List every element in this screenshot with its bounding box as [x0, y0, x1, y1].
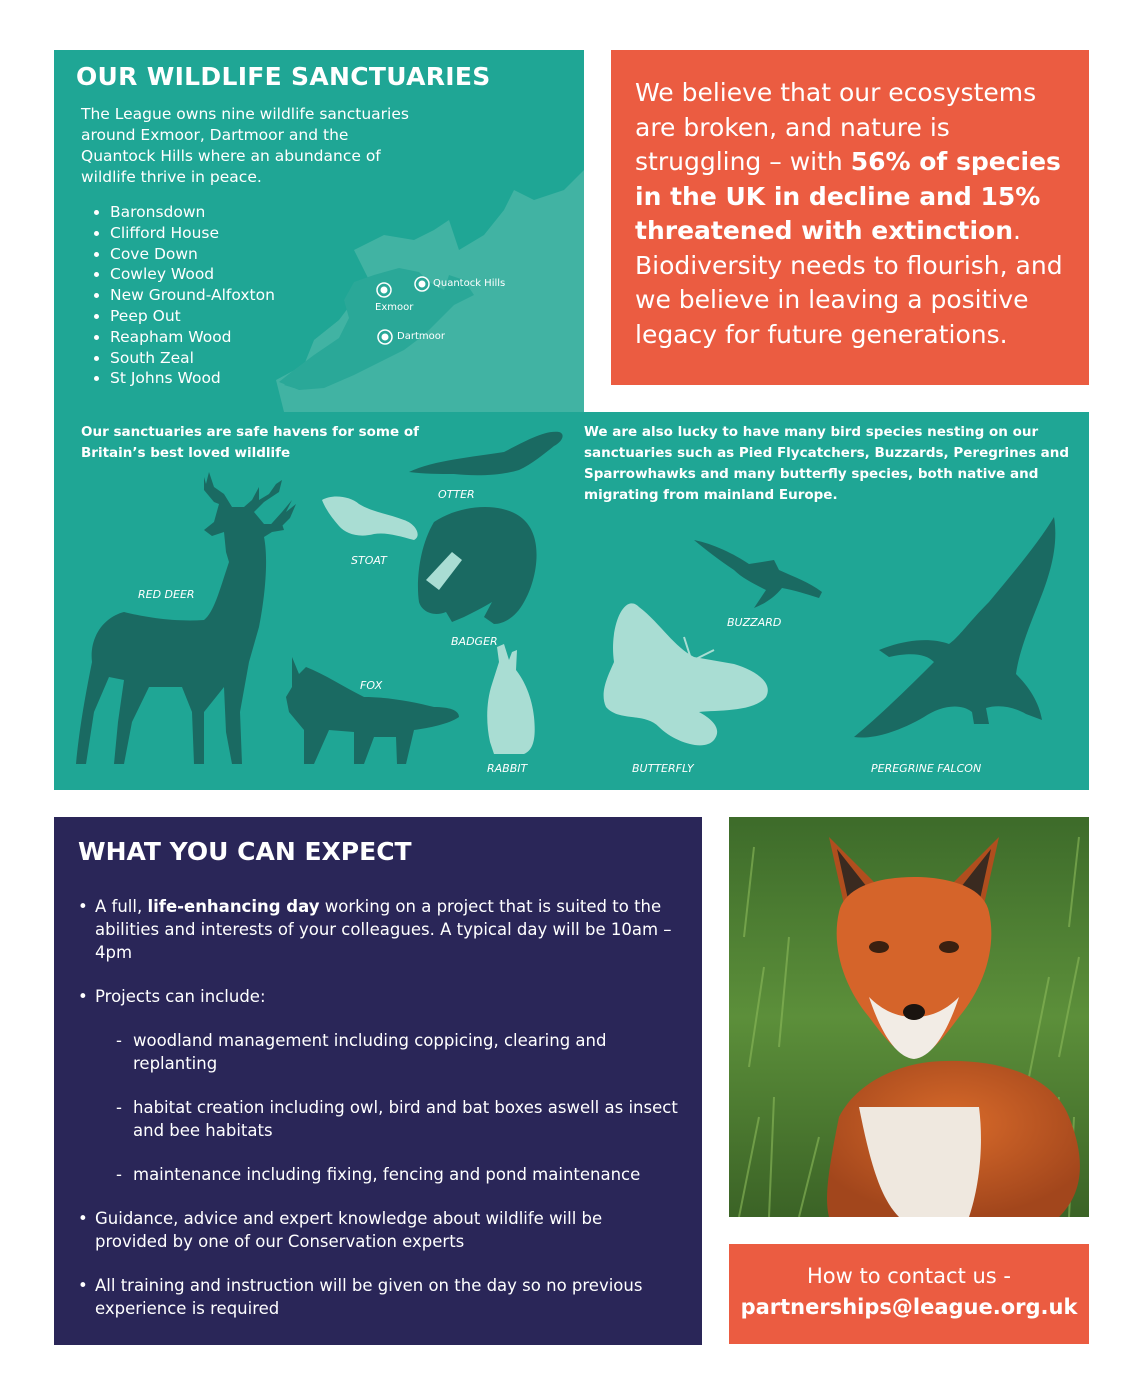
list-item: • Cove Down [110, 244, 275, 265]
sub-list-item: - woodland management including coppicing, clearing and replanting [78, 1029, 678, 1075]
animal-label-badger: BADGER [451, 635, 498, 648]
map-label-dartmoor: Dartmoor [397, 331, 445, 342]
item-text: A full, [95, 897, 148, 916]
otter-icon [409, 432, 563, 475]
belief-panel [611, 50, 1089, 385]
fox-icon [286, 657, 459, 764]
list-item: • Cowley Wood [110, 264, 275, 285]
belief-text: . Biodiversity needs to flourish, and we believe in leaving a positive legacy for future generations. [635, 216, 1063, 349]
animal-label-otter: OTTER [438, 488, 475, 501]
list-item: • Guidance, advice and expert knowledge about wildlife will be provided by one of our Conservation experts [78, 1207, 678, 1253]
peregrine-falcon-icon [854, 517, 1055, 738]
list-item: • St Johns Wood [110, 368, 275, 389]
animal-label-peregrine: PEREGRINE FALCON [871, 762, 982, 775]
expect-title: WHAT YOU CAN EXPECT [78, 837, 412, 866]
sub-list-item: - maintenance including fixing, fencing and pond maintenance [78, 1163, 678, 1186]
red-deer-icon [76, 472, 284, 764]
list-item [78, 895, 678, 964]
stoat-icon [322, 497, 418, 540]
belief-text: We believe that our ecosystems are broken, and nature is struggling – with [635, 78, 1037, 176]
list-item: • All training and instruction will be given on the day so no previous experience is required [78, 1274, 678, 1320]
badger-icon [418, 507, 537, 624]
wildlife-panel [54, 412, 1089, 790]
wildlife-caption-right: We are also lucky to have many bird species nesting on our sanctuaries such as Pied Flycatchers, Buzzards, Peregrines and Sparrowhawks and many butterfly species, both native and migrating from mainland Europe. [584, 424, 1070, 503]
page-title: OUR WILDLIFE SANCTUARIES [76, 62, 491, 91]
item-highlight: life-enhancing day [147, 897, 320, 916]
sub-list-item: - habitat creation including owl, bird and bat boxes aswell as insect and bee habitats [78, 1096, 678, 1142]
contact-panel [729, 1244, 1089, 1344]
animal-label-red-deer: RED DEER [138, 588, 195, 601]
sanctuary-list [92, 202, 275, 389]
contact-email-link[interactable]: partnerships@league.org.uk [740, 1295, 1078, 1319]
animal-label-rabbit: RABBIT [487, 762, 528, 775]
animal-label-butterfly: BUTTERFLY [632, 762, 694, 775]
list-item: • Peep Out [110, 306, 275, 327]
list-item: • Reapham Wood [110, 327, 275, 348]
map-label-quantock: Quantock Hills [433, 278, 506, 289]
list-item: • South Zeal [110, 348, 275, 369]
sanctuaries-intro: The League owns nine wildlife sanctuaries around Exmoor, Dartmoor and the Quantock Hills where an abundance of wildlife thrive in peace. [81, 105, 409, 186]
list-item: • Baronsdown [110, 202, 275, 223]
belief-highlight: 56% of species in the UK in decline and 15% threatened with extinction [635, 147, 1061, 245]
map-label-exmoor: Exmoor [375, 302, 414, 313]
wildlife-caption-left: Our sanctuaries are safe havens for some of Britain’s best loved wildlife [81, 424, 419, 461]
fox-image [729, 817, 1089, 1217]
animal-label-stoat: STOAT [351, 554, 387, 567]
list-item: • New Ground-Alfoxton [110, 285, 275, 306]
expect-list [78, 895, 678, 1341]
animal-label-fox: FOX [360, 679, 383, 692]
contact-label: How to contact us - [806, 1264, 1011, 1288]
animal-label-buzzard: BUZZARD [727, 616, 782, 629]
item-text: working on a project that is suited to the abilities and interests of your colleagues. A typical day will be 10am – 4pm [95, 897, 672, 962]
list-item: • Projects can include: [78, 985, 678, 1008]
expect-panel [54, 817, 702, 1345]
rabbit-icon [487, 644, 534, 754]
fox-photo [729, 817, 1089, 1217]
buzzard-icon [694, 540, 822, 608]
sanctuaries-panel [54, 50, 584, 412]
list-item: • Clifford House [110, 223, 275, 244]
belief-statement [635, 76, 1075, 352]
